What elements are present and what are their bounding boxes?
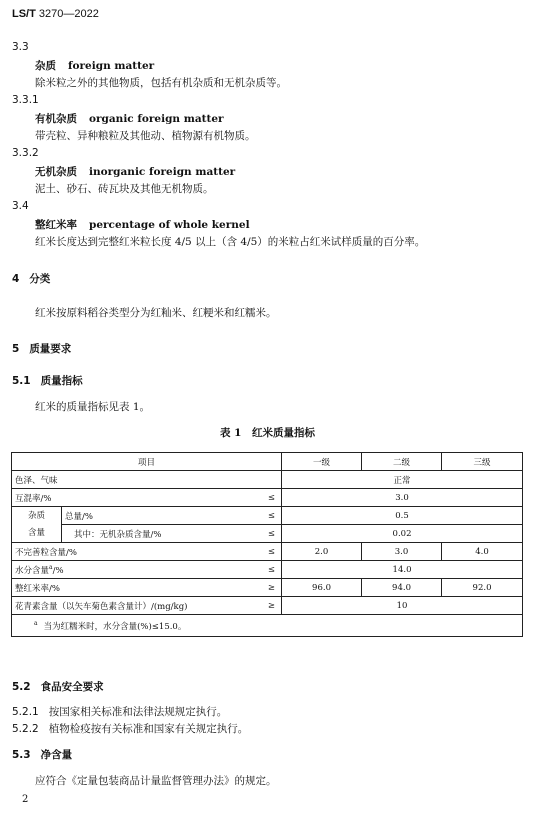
row-symbol: ≥ [236, 597, 282, 615]
section-heading [12, 373, 83, 388]
clause [12, 721, 248, 736]
row-label: 互混率/% [12, 489, 236, 507]
table-row [12, 471, 523, 489]
standard-number: 3270—2022 [38, 8, 99, 20]
grade-2-value: 3.0 [362, 543, 442, 561]
standard-code [12, 8, 99, 20]
term-zh: 无机杂质 [35, 166, 77, 178]
section-title: 质量指标 [40, 375, 83, 387]
section-text: 红米的质量指标见表 1。 [35, 401, 151, 413]
table-header-row [12, 453, 523, 471]
term-zh: 整红米率 [35, 219, 77, 231]
section-title: 净含量 [40, 749, 73, 761]
row-value: 14.0 [282, 561, 523, 579]
term-definition: 红米长度达到完整红米粒长度 4/5 以上（含 4/5）的米粒占红米试样质量的百分率。 [35, 236, 426, 248]
term-en: organic foreign matter [89, 113, 224, 125]
section-number: 4 [12, 273, 20, 285]
header-grade-2: 二级 [362, 453, 442, 471]
header-grade-1: 一级 [282, 453, 362, 471]
term-title [35, 217, 250, 232]
term-zh: 杂质 [35, 60, 56, 72]
row-symbol: ≥ [236, 579, 282, 597]
section-number: 5.2 [12, 681, 31, 693]
quality-table [11, 452, 523, 637]
page-number: 2 [22, 794, 29, 805]
row-label: 不完善粒含量/% [12, 543, 236, 561]
section-heading [12, 679, 104, 694]
table-row [12, 507, 523, 525]
row-label: 色泽、气味 [12, 471, 282, 489]
table-row [12, 489, 523, 507]
row-value: 0.02 [282, 525, 523, 543]
term-zh: 有机杂质 [35, 113, 77, 125]
table-caption: 表 1 红米质量指标 [220, 427, 315, 439]
term-definition: 带壳粒、异种粮粒及其他动、植物源有机物质。 [35, 130, 256, 142]
impurity-group-label: 杂质 含量 [12, 507, 62, 543]
term-number: 3.3 [12, 41, 29, 53]
row-label: 整红米率/% [12, 579, 236, 597]
row-label: 花青素含量（以矢车菊色素含量计）/(mg/kg) [12, 597, 236, 615]
row-value: 3.0 [282, 489, 523, 507]
table-row [12, 543, 523, 561]
section-number: 5.1 [12, 375, 31, 387]
grade-1-value: 96.0 [282, 579, 362, 597]
row-label: 总量/% [62, 507, 236, 525]
row-symbol: ≤ [236, 543, 282, 561]
table-note [12, 615, 523, 637]
clause [12, 704, 227, 719]
term-number: 3.4 [12, 200, 29, 212]
table-note-row [12, 615, 523, 637]
grade-3-value: 4.0 [442, 543, 523, 561]
term-en: percentage of whole kernel [89, 219, 250, 231]
term-definition: 泥土、砂石、砖瓦块及其他无机物质。 [35, 183, 214, 195]
clause-text: 植物检疫按有关标准和国家有关规定执行。 [48, 723, 249, 735]
footnote-text: 当为红糯米时，水分含量(%)≤15.0。 [43, 621, 187, 632]
term-title [35, 164, 235, 179]
term-en: inorganic foreign matter [89, 166, 236, 178]
row-value: 正常 [282, 471, 523, 489]
row-symbol: ≤ [236, 561, 282, 579]
standard-prefix: LS/T [12, 8, 36, 20]
row-label: 其中：无机杂质含量/% [62, 525, 236, 543]
row-value: 0.5 [282, 507, 523, 525]
section-title: 质量要求 [29, 343, 72, 355]
moisture-unit: /% [52, 565, 64, 576]
term-title [35, 58, 154, 73]
grade-3-value: 92.0 [442, 579, 523, 597]
term-definition: 除米粒之外的其他物质，包括有机杂质和无机杂质等。 [35, 77, 287, 89]
row-symbol: ≤ [236, 489, 282, 507]
section-heading [12, 271, 50, 286]
table-row [12, 579, 523, 597]
row-value: 10 [282, 597, 523, 615]
term-en: foreign matter [68, 60, 155, 72]
term-title [35, 111, 224, 126]
clause-text: 按国家相关标准和法律法规规定执行。 [48, 706, 228, 718]
grade-2-value: 94.0 [362, 579, 442, 597]
section-text: 应符合《定量包装商品计量监督管理办法》的规定。 [35, 775, 277, 787]
section-number: 5 [12, 343, 20, 355]
clause-number: 5.2.2 [12, 723, 39, 735]
term-number: 3.3.1 [12, 94, 39, 106]
header-item: 项目 [12, 453, 282, 471]
clause-number: 5.2.1 [12, 706, 39, 718]
section-heading [12, 341, 71, 356]
row-label [12, 561, 236, 579]
row-symbol: ≤ [236, 525, 282, 543]
term-number: 3.3.2 [12, 147, 39, 159]
section-heading [12, 747, 72, 762]
grade-1-value: 2.0 [282, 543, 362, 561]
footnote-mark: a [34, 619, 38, 627]
section-number: 5.3 [12, 749, 31, 761]
table-row [12, 525, 523, 543]
footnote-mark: a [49, 563, 53, 571]
table-row [12, 597, 523, 615]
table-row [12, 561, 523, 579]
section-title: 分类 [29, 273, 51, 285]
section-title: 食品安全要求 [40, 681, 104, 693]
moisture-label: 水分含量 [15, 565, 50, 576]
header-grade-3: 三级 [442, 453, 523, 471]
section-text: 红米按原料稻谷类型分为红籼米、红粳米和红糯米。 [35, 307, 277, 319]
row-symbol: ≤ [236, 507, 282, 525]
